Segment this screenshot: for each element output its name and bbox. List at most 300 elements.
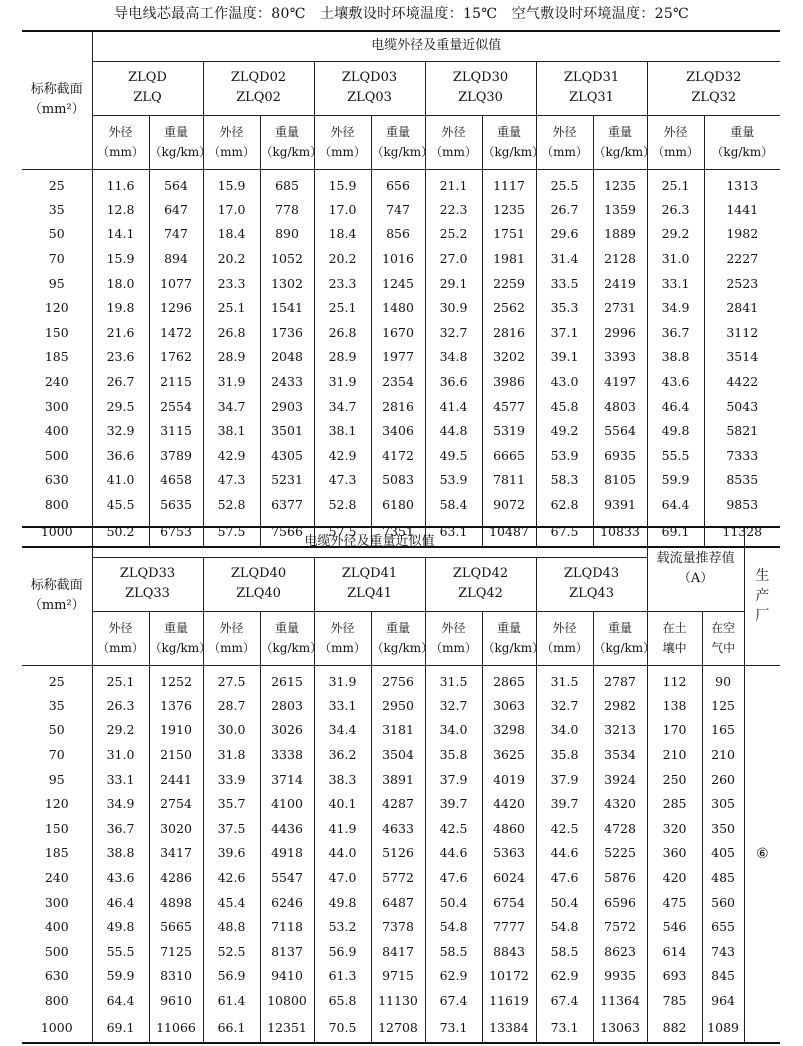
value-cell: 58.5 [425,939,482,964]
value-cell: 2115 [149,369,203,394]
value-cell: 1751 [482,222,536,247]
table-row [22,169,780,197]
value-cell: 11328 [704,517,780,547]
value-cell: 62.8 [536,492,593,517]
value-cell: 64.4 [92,988,149,1013]
value-cell: 2615 [260,665,314,693]
value-cell: 9391 [593,492,647,517]
value-cell: 1296 [149,295,203,320]
section-cell: 70 [22,742,92,767]
value-cell: 34.7 [203,394,260,419]
value-cell: 61.4 [203,988,260,1013]
value-cell: 2816 [371,394,425,419]
value-cell: 4320 [593,791,647,816]
value-cell: 3115 [149,418,203,443]
value-cell: 693 [647,964,702,989]
value-cell: 1245 [371,271,425,296]
value-cell: 57.5 [314,517,371,547]
value-cell: 7566 [260,517,314,547]
model-header: ZLQD31 ZLQ31 [536,61,647,115]
value-cell: 31.5 [425,665,482,693]
diameter-header: 外径 （mm） [536,611,593,665]
value-cell: 4197 [593,369,647,394]
value-cell: 8105 [593,468,647,493]
value-cell: 32.7 [536,693,593,718]
manufacturer-cell: ⑥ [744,665,780,1043]
table-row [22,222,780,247]
value-cell: 12708 [371,1013,425,1043]
value-cell: 65.8 [314,988,371,1013]
value-cell: 28.9 [203,345,260,370]
weight-header: 重量 （kg/km） [704,115,780,169]
table-row [22,988,780,1013]
section-cell: 95 [22,271,92,296]
table-row [22,718,780,743]
value-cell: 3406 [371,418,425,443]
value-cell: 25.1 [203,295,260,320]
value-cell: 614 [647,939,702,964]
value-cell: 3514 [704,345,780,370]
weight-header: 重量 （kg/km） [482,611,536,665]
value-cell: 5635 [149,492,203,517]
value-cell: 4420 [482,791,536,816]
value-cell: 9715 [371,964,425,989]
value-cell: 894 [149,246,203,271]
value-cell: 1981 [482,246,536,271]
value-cell: 36.6 [425,369,482,394]
weight-header: 重量 （kg/km） [260,611,314,665]
value-cell: 1117 [482,169,536,197]
table-caption: 导电线芯最高工作温度：80℃ 土壤敷设时环境温度：15℃ 空气敷设时环境温度：25℃ [113,6,690,22]
section-cell: 500 [22,443,92,468]
value-cell: 64.4 [647,492,704,517]
model-header: ZLQD43 ZLQ43 [536,557,647,611]
value-cell: 1910 [149,718,203,743]
value-cell: 2865 [482,665,536,693]
value-cell: 31.8 [203,742,260,767]
model-header: ZLQD33 ZLQ33 [92,557,203,611]
value-cell: 8417 [371,939,425,964]
value-cell: 2354 [371,369,425,394]
value-cell: 112 [647,665,702,693]
value-cell: 1670 [371,320,425,345]
value-cell: 1736 [260,320,314,345]
value-cell: 10800 [260,988,314,1013]
value-cell: 20.2 [314,246,371,271]
diameter-header: 外径 （mm） [92,115,149,169]
value-cell: 17.0 [203,197,260,222]
value-cell: 4898 [149,890,203,915]
value-cell: 2950 [371,693,425,718]
value-cell: 36.7 [92,816,149,841]
table-row [22,964,780,989]
value-cell: 3417 [149,841,203,866]
value-cell: 3924 [593,767,647,792]
value-cell: 4305 [260,443,314,468]
value-cell: 1235 [593,169,647,197]
section-cell: 70 [22,246,92,271]
value-cell: 55.5 [647,443,704,468]
value-cell: 9935 [593,964,647,989]
value-cell: 59.9 [92,964,149,989]
value-cell: 7777 [482,914,536,939]
value-cell: 3202 [482,345,536,370]
value-cell: 62.9 [536,964,593,989]
value-cell: 43.6 [647,369,704,394]
value-cell: 11.6 [92,169,149,197]
table-row [22,914,780,939]
sub-header-row [22,115,780,169]
ampacity-header: 载流量推荐值 （A） [647,527,744,611]
value-cell: 11619 [482,988,536,1013]
table-row [22,320,780,345]
value-cell: 3020 [149,816,203,841]
value-cell: 7118 [260,914,314,939]
cable-table-2 [22,526,780,1044]
value-cell: 41.4 [425,394,482,419]
value-cell: 6024 [482,865,536,890]
value-cell: 2419 [593,271,647,296]
value-cell: 12351 [260,1013,314,1043]
value-cell: 778 [260,197,314,222]
value-cell: 5876 [593,865,647,890]
section-cell: 240 [22,865,92,890]
value-cell: 26.8 [314,320,371,345]
value-cell: 2996 [593,320,647,345]
section-cell: 400 [22,418,92,443]
table-row [22,742,780,767]
value-cell: 5083 [371,468,425,493]
value-cell: 57.5 [203,517,260,547]
diameter-header: 外径 （mm） [314,611,371,665]
value-cell: 7378 [371,914,425,939]
value-cell: 21.6 [92,320,149,345]
value-cell: 29.5 [92,394,149,419]
value-cell: 3181 [371,718,425,743]
section-cell: 300 [22,394,92,419]
value-cell: 63.1 [425,517,482,547]
weight-header: 重量 （kg/km） [593,115,647,169]
value-cell: 35.7 [203,791,260,816]
table-row [22,841,780,866]
value-cell: 9072 [482,492,536,517]
value-cell: 420 [647,865,702,890]
value-cell: 31.0 [92,742,149,767]
row-header: 标称截面 （mm²） [22,527,92,665]
value-cell: 55.5 [92,939,149,964]
value-cell: 1359 [593,197,647,222]
value-cell: 18.4 [203,222,260,247]
manufacturer-header: 生 产 厂 [744,527,780,665]
value-cell: 42.9 [314,443,371,468]
value-cell: 26.3 [92,693,149,718]
value-cell: 4577 [482,394,536,419]
value-cell: 38.1 [314,418,371,443]
value-cell: 26.7 [92,369,149,394]
value-cell: 285 [647,791,702,816]
value-cell: 1472 [149,320,203,345]
value-cell: 58.3 [536,468,593,493]
model-header: ZLQD03 ZLQ03 [314,61,425,115]
value-cell: 260 [702,767,744,792]
value-cell: 6935 [593,443,647,468]
value-cell: 25.1 [647,169,704,197]
value-cell: 475 [647,890,702,915]
value-cell: 73.1 [536,1013,593,1043]
section-cell: 50 [22,718,92,743]
value-cell: 45.8 [536,394,593,419]
section-cell: 1000 [22,1013,92,1043]
value-cell: 59.9 [647,468,704,493]
table-row [22,693,780,718]
value-cell: 61.3 [314,964,371,989]
section-cell: 1000 [22,517,92,547]
table-row [22,492,780,517]
value-cell: 66.1 [203,1013,260,1043]
value-cell: 5043 [704,394,780,419]
value-cell: 2803 [260,693,314,718]
value-cell: 785 [647,988,702,1013]
value-cell: 9410 [260,964,314,989]
value-cell: 34.9 [647,295,704,320]
value-cell: 36.6 [92,443,149,468]
value-cell: 31.5 [536,665,593,693]
value-cell: 1016 [371,246,425,271]
section-cell: 240 [22,369,92,394]
value-cell: 44.8 [425,418,482,443]
section-cell: 95 [22,767,92,792]
value-cell: 47.0 [314,865,371,890]
value-cell: 52.8 [203,492,260,517]
value-cell: 3112 [704,320,780,345]
value-cell: 2754 [149,791,203,816]
value-cell: 37.1 [536,320,593,345]
value-cell: 1313 [704,169,780,197]
value-cell: 2756 [371,665,425,693]
value-cell: 67.5 [536,517,593,547]
value-cell: 33.5 [536,271,593,296]
value-cell: 1376 [149,693,203,718]
value-cell: 49.2 [536,418,593,443]
value-cell: 2731 [593,295,647,320]
value-cell: 31.9 [203,369,260,394]
value-cell: 7333 [704,443,780,468]
value-cell: 53.2 [314,914,371,939]
value-cell: 43.6 [92,865,149,890]
value-cell: 2259 [482,271,536,296]
value-cell: 3891 [371,767,425,792]
diameter-header: 外径 （mm） [314,115,371,169]
value-cell: 49.8 [92,914,149,939]
value-cell: 3714 [260,767,314,792]
value-cell: 33.9 [203,767,260,792]
value-cell: 3393 [593,345,647,370]
ampacity-soil-header: 在土 壤中 [647,611,702,665]
value-cell: 67.4 [425,988,482,1013]
value-cell: 34.0 [536,718,593,743]
model-header: ZLQD32 ZLQ32 [647,61,780,115]
value-cell: 1235 [482,197,536,222]
value-cell: 34.4 [314,718,371,743]
value-cell: 67.4 [536,988,593,1013]
value-cell: 25.1 [92,665,149,693]
value-cell: 2841 [704,295,780,320]
value-cell: 485 [702,865,744,890]
value-cell: 15.9 [92,246,149,271]
value-cell: 37.5 [203,816,260,841]
table-row [22,767,780,792]
value-cell: 73.1 [425,1013,482,1043]
value-cell: 1480 [371,295,425,320]
value-cell: 28.7 [203,693,260,718]
value-cell: 685 [260,169,314,197]
value-cell: 32.7 [425,693,482,718]
table-row [22,1013,780,1043]
value-cell: 7351 [371,517,425,547]
section-cell: 800 [22,492,92,517]
value-cell: 50.2 [92,517,149,547]
value-cell: 5547 [260,865,314,890]
value-cell: 32.7 [425,320,482,345]
value-cell: 7572 [593,914,647,939]
value-cell: 31.9 [314,665,371,693]
value-cell: 39.6 [203,841,260,866]
value-cell: 125 [702,693,744,718]
table-row [22,418,780,443]
value-cell: 7125 [149,939,203,964]
value-cell: 11066 [149,1013,203,1043]
value-cell: 14.1 [92,222,149,247]
value-cell: 1977 [371,345,425,370]
table-row [22,791,780,816]
value-cell: 3298 [482,718,536,743]
value-cell: 3338 [260,742,314,767]
section-cell: 300 [22,890,92,915]
value-cell: 845 [702,964,744,989]
value-cell: 42.5 [425,816,482,841]
value-cell: 5231 [260,468,314,493]
value-cell: 2441 [149,767,203,792]
value-cell: 2523 [704,271,780,296]
value-cell: 3534 [593,742,647,767]
value-cell: 1889 [593,222,647,247]
value-cell: 13063 [593,1013,647,1043]
value-cell: 6754 [482,890,536,915]
value-cell: 50.4 [536,890,593,915]
value-cell: 44.0 [314,841,371,866]
value-cell: 46.4 [647,394,704,419]
value-cell: 31.9 [314,369,371,394]
value-cell: 2816 [482,320,536,345]
value-cell: 44.6 [536,841,593,866]
value-cell: 39.7 [536,791,593,816]
value-cell: 4728 [593,816,647,841]
value-cell: 35.3 [536,295,593,320]
value-cell: 3501 [260,418,314,443]
table-body [22,169,780,547]
value-cell: 44.6 [425,841,482,866]
value-cell: 4172 [371,443,425,468]
value-cell: 6665 [482,443,536,468]
value-cell: 25.1 [314,295,371,320]
value-cell: 3063 [482,693,536,718]
value-cell: 6246 [260,890,314,915]
value-cell: 1077 [149,271,203,296]
value-cell: 36.7 [647,320,704,345]
value-cell: 31.4 [536,246,593,271]
value-cell: 2048 [260,345,314,370]
weight-header: 重量 （kg/km） [371,611,425,665]
value-cell: 5564 [593,418,647,443]
value-cell: 8535 [704,468,780,493]
value-cell: 890 [260,222,314,247]
value-cell: 90 [702,665,744,693]
value-cell: 210 [702,742,744,767]
value-cell: 4287 [371,791,425,816]
value-cell: 38.8 [92,841,149,866]
value-cell: 964 [702,988,744,1013]
value-cell: 22.3 [425,197,482,222]
value-cell: 4658 [149,468,203,493]
section-cell: 150 [22,816,92,841]
value-cell: 47.6 [425,865,482,890]
value-cell: 5363 [482,841,536,866]
value-cell: 11130 [371,988,425,1013]
value-cell: 11364 [593,988,647,1013]
section-cell: 25 [22,665,92,693]
value-cell: 52.8 [314,492,371,517]
value-cell: 33.1 [92,767,149,792]
value-cell: 1252 [149,665,203,693]
value-cell: 35.8 [425,742,482,767]
section-cell: 25 [22,169,92,197]
value-cell: 4436 [260,816,314,841]
section-cell: 630 [22,468,92,493]
value-cell: 34.9 [92,791,149,816]
weight-header: 重量 （kg/km） [260,115,314,169]
value-cell: 3504 [371,742,425,767]
value-cell: 5319 [482,418,536,443]
weight-header: 重量 （kg/km） [371,115,425,169]
value-cell: 33.1 [647,271,704,296]
table-row [22,939,780,964]
value-cell: 54.8 [425,914,482,939]
table-row [22,369,780,394]
value-cell: 1982 [704,222,780,247]
diameter-header: 外径 （mm） [536,115,593,169]
table-row [22,295,780,320]
value-cell: 655 [702,914,744,939]
value-cell: 6377 [260,492,314,517]
value-cell: 19.8 [92,295,149,320]
value-cell: 39.1 [536,345,593,370]
value-cell: 4633 [371,816,425,841]
value-cell: 58.5 [536,939,593,964]
value-cell: 49.5 [425,443,482,468]
value-cell: 2150 [149,742,203,767]
value-cell: 170 [647,718,702,743]
value-cell: 8310 [149,964,203,989]
value-cell: 8843 [482,939,536,964]
value-cell: 26.7 [536,197,593,222]
section-cell: 400 [22,914,92,939]
value-cell: 27.5 [203,665,260,693]
value-cell: 4918 [260,841,314,866]
value-cell: 28.9 [314,345,371,370]
value-cell: 10487 [482,517,536,547]
weight-header: 重量 （kg/km） [149,611,203,665]
section-cell: 185 [22,345,92,370]
